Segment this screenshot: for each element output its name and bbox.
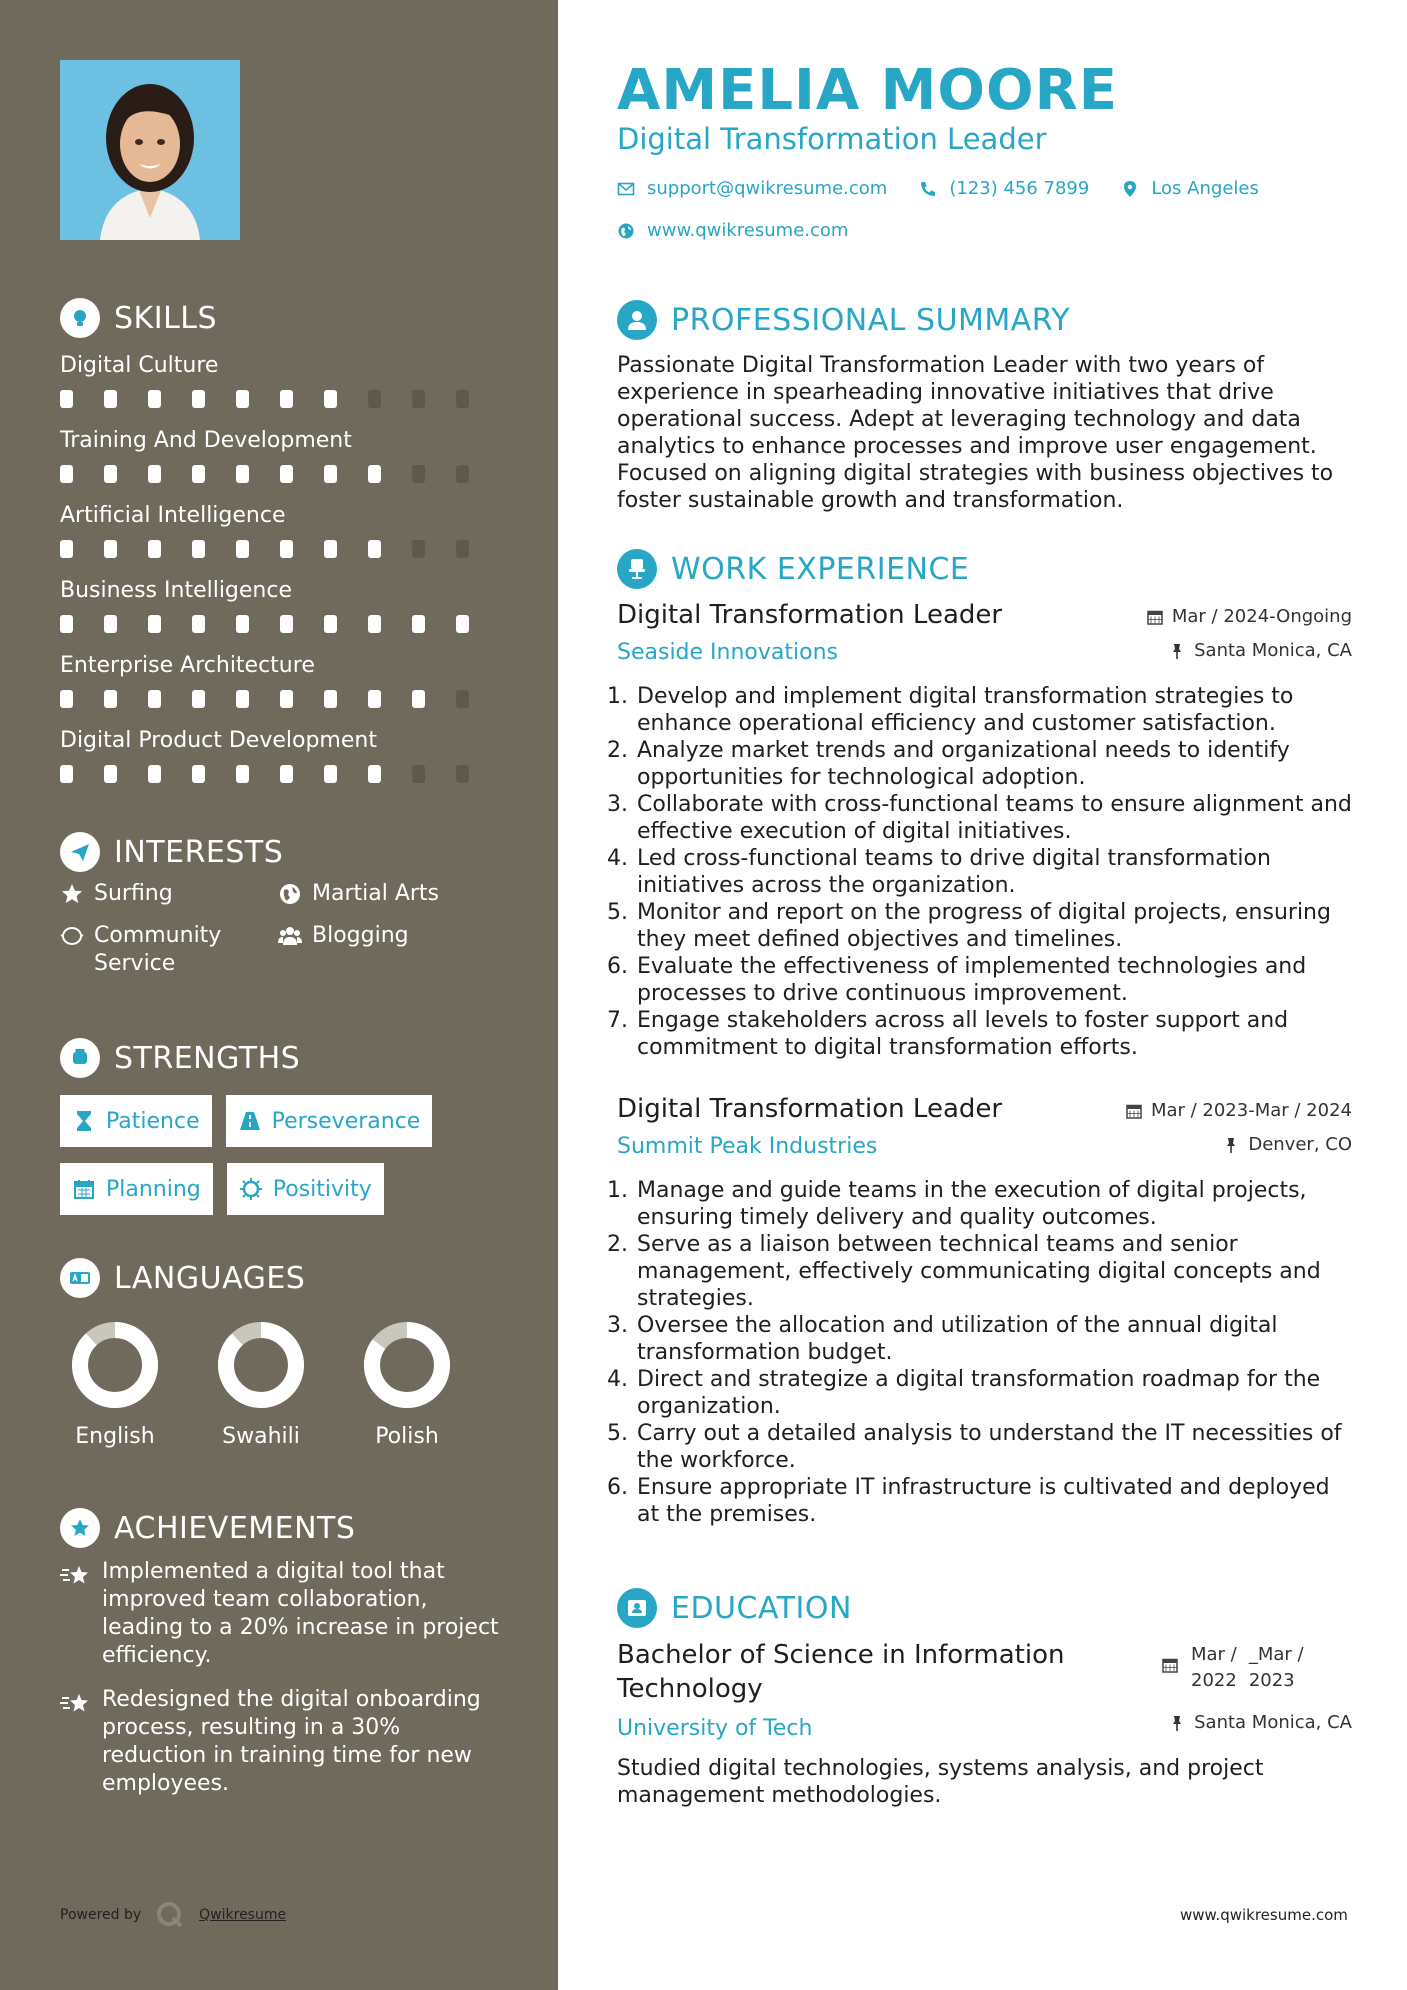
pushpin-icon	[1168, 1714, 1186, 1732]
skill-dot-filled	[368, 465, 381, 483]
skill-label: Digital Product Development	[60, 728, 377, 753]
skill-dot-filled	[456, 615, 469, 633]
skill-dot-filled	[236, 540, 249, 558]
interest-item	[278, 880, 498, 908]
footer-website[interactable]: www.qwikresume.com	[1180, 1906, 1348, 1924]
job-bullet: 6. Evaluate the effectiveness of implemented technologies and processes to drive continuous improvement.	[635, 953, 1352, 1007]
experience-heading	[617, 549, 969, 589]
skill-dot-filled	[280, 390, 293, 408]
language-label: English	[75, 1424, 155, 1449]
skill-dot-empty	[456, 540, 469, 558]
pushpin-icon	[1168, 642, 1186, 660]
skill-dot-empty	[412, 765, 425, 783]
skill-dot-filled	[280, 690, 293, 708]
lightbulb-icon	[60, 298, 100, 338]
skill-dot-filled	[236, 615, 249, 633]
achievement-item	[60, 1686, 510, 1798]
job-bullet: 1. Develop and implement digital transformation strategies to enhance operational efficiency and customer satisfaction.	[635, 683, 1352, 737]
skill-item	[60, 427, 500, 502]
language-donut	[70, 1320, 160, 1410]
job-entry	[617, 600, 1352, 1061]
skill-dot-filled	[192, 690, 205, 708]
job-date-text: Mar / 2024-Ongoing	[1171, 606, 1352, 627]
sidebar	[0, 0, 558, 1990]
skill-dot-filled	[324, 690, 337, 708]
graduation-icon	[617, 1588, 657, 1628]
interests-heading	[60, 832, 283, 872]
envelope-icon	[617, 180, 635, 198]
interest-label: Surfing	[94, 881, 173, 906]
education-start-year: 2022	[1191, 1670, 1237, 1691]
qwikresume-logo-icon	[155, 1900, 185, 1930]
skill-dot-filled	[104, 765, 117, 783]
user-icon	[617, 300, 657, 340]
language-label: Polish	[375, 1424, 439, 1449]
job-date-text: Mar / 2023-Mar / 2024	[1150, 1100, 1352, 1121]
sun-icon	[239, 1177, 263, 1201]
skill-dot-filled	[60, 540, 73, 558]
summary-heading	[617, 300, 1070, 340]
globe-icon	[278, 882, 302, 906]
skill-dot-filled	[280, 465, 293, 483]
skill-dot-filled	[236, 465, 249, 483]
skill-dot-filled	[192, 540, 205, 558]
skill-dot-filled	[148, 615, 161, 633]
strength-chip	[60, 1163, 213, 1215]
job-bullet: 5. Carry out a detailed analysis to understand the IT necessities of the workforce.	[635, 1420, 1352, 1474]
skill-dot-filled	[60, 390, 73, 408]
language-donut-fill	[80, 1330, 150, 1400]
skill-dot-filled	[368, 540, 381, 558]
skill-item	[60, 577, 500, 652]
skills-heading	[60, 298, 217, 338]
job-location	[1222, 1134, 1352, 1155]
users-icon	[278, 924, 302, 948]
skill-dot-filled	[104, 540, 117, 558]
achievement-text: Redesigned the digital onboarding process, resulting in a 30% reduction in training time for new employees.	[102, 1687, 481, 1796]
language-item	[60, 1320, 170, 1449]
job-bullet: 4. Led cross-functional teams to drive digital transformation initiatives across the organization.	[635, 845, 1352, 899]
education-location	[1168, 1712, 1352, 1733]
education-start-month: Mar /	[1191, 1644, 1237, 1665]
strength-chip	[227, 1163, 384, 1215]
skill-rating	[60, 540, 500, 558]
skill-dot-filled	[104, 390, 117, 408]
job-bullet: 7. Engage stakeholders across all levels to foster support and commitment to digital transformation efforts.	[635, 1007, 1352, 1061]
skill-dot-filled	[324, 615, 337, 633]
job-bullet: 6. Ensure appropriate IT infrastructure is cultivated and deployed at the premises.	[635, 1474, 1352, 1528]
strengths-list	[60, 1095, 500, 1215]
skill-dot-empty	[368, 390, 381, 408]
achievements-list	[60, 1558, 510, 1814]
languages-heading	[60, 1258, 305, 1298]
skill-dot-filled	[236, 765, 249, 783]
skill-dot-empty	[412, 465, 425, 483]
skill-dot-filled	[368, 615, 381, 633]
education-heading	[617, 1588, 852, 1628]
job-location-text: Denver, CO	[1248, 1134, 1352, 1155]
skill-item	[60, 502, 500, 577]
skill-dot-filled	[104, 690, 117, 708]
education-school: University of Tech	[617, 1716, 813, 1741]
skill-dot-empty	[456, 465, 469, 483]
skill-dot-filled	[192, 765, 205, 783]
phone-number[interactable]: (123) 456 7899	[949, 178, 1090, 199]
job-bullet: 3. Oversee the allocation and utilization of the annual digital transformation budget.	[635, 1312, 1352, 1366]
skill-dot-filled	[148, 390, 161, 408]
education-degree: Bachelor of Science in Information Technology	[617, 1640, 1065, 1704]
achievements-title: ACHIEVEMENTS	[114, 1510, 356, 1546]
job-location-text: Santa Monica, CA	[1194, 640, 1352, 661]
skill-dot-filled	[236, 690, 249, 708]
skill-dot-filled	[104, 465, 117, 483]
qwikresume-link[interactable]: Qwikresume	[199, 1907, 287, 1923]
skill-dot-filled	[60, 465, 73, 483]
powered-by-label: Powered by	[60, 1907, 142, 1923]
skill-dot-filled	[192, 465, 205, 483]
education-end-year: 2023	[1248, 1670, 1295, 1691]
language-item	[206, 1320, 316, 1449]
language-icon	[60, 1258, 100, 1298]
phone-icon	[919, 180, 937, 198]
road-icon	[238, 1109, 262, 1133]
job-title: Digital Transformation Leader	[617, 1094, 1003, 1124]
strength-chip	[226, 1095, 433, 1147]
skill-dot-filled	[412, 690, 425, 708]
shooting-star-icon	[60, 1560, 92, 1592]
language-label: Swahili	[222, 1424, 300, 1449]
skill-dot-filled	[60, 765, 73, 783]
skill-dot-filled	[60, 615, 73, 633]
interests-title: INTERESTS	[114, 834, 284, 870]
skill-dot-filled	[148, 465, 161, 483]
skill-dot-filled	[324, 540, 337, 558]
main-content	[617, 0, 1352, 1990]
summary-title: PROFESSIONAL SUMMARY	[671, 302, 1071, 338]
pushpin-icon	[1222, 1136, 1240, 1154]
shooting-star-icon	[60, 1688, 92, 1720]
achievements-heading	[60, 1508, 355, 1548]
location-text: Los Angeles	[1151, 178, 1259, 199]
skill-label: Artificial Intelligence	[60, 503, 286, 528]
job-date	[1146, 606, 1352, 627]
skill-dot-filled	[412, 615, 425, 633]
job-bullets	[617, 683, 1352, 1061]
job-bullet: 4. Direct and strategize a digital transformation roadmap for the organization.	[635, 1366, 1352, 1420]
skill-dot-filled	[236, 390, 249, 408]
skill-dot-filled	[280, 765, 293, 783]
globe-icon	[617, 222, 635, 240]
job-bullet: 2. Analyze market trends and organizational needs to identify opportunities for technological adoption.	[635, 737, 1352, 791]
skill-rating	[60, 690, 500, 708]
job-company: Summit Peak Industries	[617, 1134, 878, 1159]
calendar-icon	[1125, 1102, 1143, 1120]
hourglass-icon	[72, 1109, 96, 1133]
languages-title: LANGUAGES	[114, 1260, 306, 1296]
strength-label: Planning	[106, 1176, 201, 1202]
languages-list	[60, 1320, 500, 1449]
paper-plane-icon	[60, 832, 100, 872]
job-bullet: 5. Monitor and report on the progress of digital projects, ensuring they meet defined objectives and timelines.	[635, 899, 1352, 953]
skill-dot-filled	[148, 690, 161, 708]
skill-dot-filled	[148, 540, 161, 558]
calendar-icon	[72, 1177, 96, 1201]
experience-title: WORK EXPERIENCE	[671, 551, 970, 587]
fist-icon	[60, 1038, 100, 1078]
education-dates	[1161, 1642, 1304, 1694]
skill-dot-filled	[324, 765, 337, 783]
office-chair-icon	[617, 549, 657, 589]
skill-label: Business Intelligence	[60, 578, 293, 603]
skill-dot-filled	[148, 765, 161, 783]
skill-label: Enterprise Architecture	[60, 653, 315, 678]
job-bullets	[617, 1177, 1352, 1528]
skill-dot-filled	[368, 690, 381, 708]
interest-item	[60, 880, 278, 908]
education-description: Studied digital technologies, systems analysis, and project management methodologies.	[617, 1756, 1264, 1808]
calendar-icon	[1161, 1656, 1179, 1674]
skill-dot-filled	[192, 615, 205, 633]
skill-dot-filled	[368, 765, 381, 783]
skill-dot-filled	[104, 615, 117, 633]
education-start	[1191, 1642, 1237, 1694]
job-entry	[617, 1094, 1352, 1528]
language-donut	[216, 1320, 306, 1410]
powered-by	[60, 1900, 286, 1930]
contact-row	[617, 178, 1259, 199]
strength-label: Patience	[106, 1108, 200, 1134]
skill-dot-empty	[456, 690, 469, 708]
skill-dot-filled	[324, 390, 337, 408]
skill-rating	[60, 465, 500, 483]
achievement-item	[60, 1558, 510, 1670]
skills-list	[60, 352, 500, 802]
skill-dot-filled	[280, 540, 293, 558]
interest-label: Blogging	[312, 923, 409, 948]
skills-title: SKILLS	[114, 300, 218, 336]
job-title: Digital Transformation Leader	[617, 600, 1003, 630]
interest-label: Martial Arts	[312, 881, 440, 906]
job-location	[1168, 640, 1352, 661]
education-entry	[617, 1638, 1352, 1809]
email-link[interactable]: support@qwikresume.com	[647, 178, 888, 199]
interests-list	[60, 880, 500, 978]
education-title: EDUCATION	[671, 1590, 852, 1626]
strengths-title: STRENGTHS	[114, 1040, 301, 1076]
strength-label: Perseverance	[271, 1108, 421, 1134]
skill-rating	[60, 390, 500, 408]
website-link[interactable]: www.qwikresume.com	[647, 220, 849, 241]
location-pin-icon	[1121, 180, 1139, 198]
interest-item	[278, 922, 498, 978]
contact-row	[617, 220, 848, 241]
lemon-icon	[60, 924, 84, 948]
skill-dot-empty	[412, 540, 425, 558]
skill-dot-filled	[324, 465, 337, 483]
skill-label: Training And Development	[60, 428, 352, 453]
job-company: Seaside Innovations	[617, 640, 838, 665]
interest-label: Community Service	[94, 923, 222, 976]
job-bullet: 1. Manage and guide teams in the execution of digital projects, ensuring timely delivery and quality outcomes.	[635, 1177, 1352, 1231]
summary-text: Passionate Digital Transformation Leader with two years of experience in spearheading innovative initiatives that drive operational success. Adept at leveraging technology and data analytics to enhance processes and improve user engagement. Focused on aligning digital strategies with business objectives to foster sustainable growth and transformation.	[617, 353, 1334, 513]
star-icon	[60, 882, 84, 906]
education-end-month: _Mar /	[1248, 1644, 1304, 1665]
skill-dot-filled	[60, 690, 73, 708]
skill-item	[60, 727, 500, 802]
strength-label: Positivity	[272, 1176, 372, 1202]
language-item	[352, 1320, 462, 1449]
candidate-name: AMELIA MOORE	[617, 58, 1118, 123]
skill-dot-empty	[412, 390, 425, 408]
job-bullet: 2. Serve as a liaison between technical teams and senior management, effectively communicating digital concepts and strategies.	[635, 1231, 1352, 1312]
skill-rating	[60, 765, 500, 783]
skill-dot-empty	[456, 765, 469, 783]
skill-dot-filled	[192, 390, 205, 408]
achievement-text: Implemented a digital tool that improved team collaboration, leading to a 20% increase in project efficiency.	[102, 1559, 499, 1668]
language-donut	[362, 1320, 452, 1410]
skill-dot-empty	[456, 390, 469, 408]
job-date	[1125, 1100, 1352, 1121]
job-bullet: 3. Collaborate with cross-functional teams to ensure alignment and effective execution of digital initiatives.	[635, 791, 1352, 845]
education-end	[1249, 1642, 1304, 1694]
skill-label: Digital Culture	[60, 353, 219, 378]
education-location-text: Santa Monica, CA	[1194, 1712, 1352, 1733]
trophy-star-icon	[60, 1508, 100, 1548]
interest-item	[60, 922, 278, 978]
profile-photo	[60, 60, 240, 240]
candidate-role: Digital Transformation Leader	[617, 122, 1047, 156]
skill-rating	[60, 615, 500, 633]
language-donut-fill	[226, 1330, 296, 1400]
calendar-icon	[1146, 608, 1164, 626]
skill-item	[60, 652, 500, 727]
skill-dot-filled	[280, 615, 293, 633]
strengths-heading	[60, 1038, 300, 1078]
skill-item	[60, 352, 500, 427]
strength-chip	[60, 1095, 212, 1147]
